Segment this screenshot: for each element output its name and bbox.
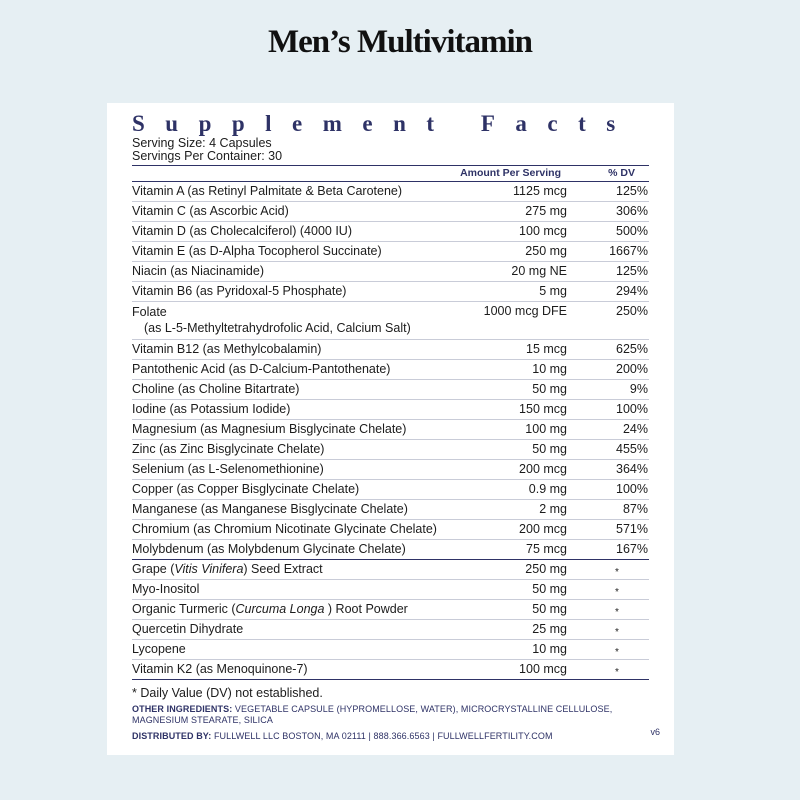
nutrient-amount: 150 mcg (519, 402, 567, 416)
nutrient-name: Magnesium (as Magnesium Bisglycinate Chelate) (132, 422, 407, 436)
ingredient-name-text: Myo-Inositol (132, 582, 200, 596)
ingredient-name (132, 580, 199, 599)
nutrient-amount: 50 mg (532, 442, 567, 456)
nutrient-name: Copper (as Copper Bisglycinate Chelate) (132, 482, 360, 496)
ingredient-name-suffix: ) Root Powder (324, 602, 408, 616)
nutrient-row (132, 242, 649, 262)
panel-content (132, 111, 649, 742)
nutrient-amount: 250 mg (525, 244, 567, 258)
nutrient-amount: 50 mg (532, 382, 567, 396)
nutrient-name: Niacin (as Niacinamide) (132, 264, 264, 278)
nutrient-row (132, 282, 649, 302)
nutrient-amount: 10 mg (532, 362, 567, 376)
nutrient-dv: 455% (616, 442, 648, 456)
dv-not-established-mark: * (615, 567, 619, 578)
nutrient-row (132, 500, 649, 520)
nutrient-name: Chromium (as Chromium Nicotinate Glycinate Chelate) (132, 522, 437, 536)
supplement-facts-panel (107, 103, 674, 755)
nutrient-dv: 306% (616, 204, 648, 218)
nutrient-dv: 625% (616, 342, 648, 356)
nutrient-dv: 1667% (609, 244, 648, 258)
nutrient-name: Vitamin B12 (as Methylcobalamin) (132, 342, 322, 356)
nutrient-row (132, 222, 649, 242)
distributed-by (132, 731, 649, 742)
servings-per-container: Servings Per Container: 30 (132, 149, 283, 163)
nutrient-name: Vitamin B6 (as Pyridoxal-5 Phosphate) (132, 284, 347, 298)
nutrient-amount: 200 mcg (519, 522, 567, 536)
distributed-by-label: DISTRIBUTED BY: (132, 731, 212, 741)
nutrient-amount: 100 mg (525, 422, 567, 436)
nutrient-row (132, 420, 649, 440)
nutrient-row (132, 440, 649, 460)
supplement-facts-heading: Supplement Facts (132, 111, 636, 136)
nutrient-dv: 24% (622, 422, 648, 436)
nutrient-dv: 100% (616, 402, 648, 416)
nutrient-name: Molybdenum (as Molybdenum Glycinate Chelate) (132, 542, 406, 556)
nutrient-name: Choline (as Choline Bitartrate) (132, 382, 300, 396)
other-ingredients-text: VEGETABLE CAPSULE (HYPROMELLOSE, WATER), MICROCRYSTALLINE CELLULOSE, MAGNESIUM STEARATE, SILICA (132, 704, 613, 725)
nutrient-row (132, 480, 649, 500)
nutrient-amount: 1000 mcg DFE (483, 304, 567, 318)
nutrient-row (132, 262, 649, 282)
ingredient-name-suffix: ) Seed Extract (243, 562, 323, 576)
nutrient-dv: 100% (616, 482, 648, 496)
ingredient-name-text: Organic Turmeric ( (132, 602, 236, 616)
nutrient-dv: 87% (622, 502, 648, 516)
ingredient-name (132, 660, 308, 679)
nutrient-name: Selenium (as L-Selenomethionine) (132, 462, 324, 476)
nutrient-name: Zinc (as Zinc Bisglycinate Chelate) (132, 442, 325, 456)
nutrient-dv: 9% (629, 382, 648, 396)
nutrient-amount: 5 mg (539, 284, 567, 298)
nutrient-name: Iodine (as Potassium Iodide) (132, 402, 291, 416)
nutrient-dv: 294% (616, 284, 648, 298)
ingredient-amount: 10 mg (532, 642, 567, 656)
nutrient-name: Vitamin C (as Ascorbic Acid) (132, 204, 289, 218)
nutrient-amount: 1125 mcg (513, 184, 567, 198)
mineral-rows (132, 340, 649, 560)
nutrient-dv: 250% (616, 304, 648, 318)
nutrient-row (132, 540, 649, 560)
dv-not-established-mark: * (615, 647, 619, 658)
nutrient-row (132, 460, 649, 480)
ingredient-row (132, 600, 649, 620)
nutrient-row (132, 202, 649, 222)
ingredient-amount: 250 mg (525, 562, 567, 576)
nutrient-row (132, 340, 649, 360)
version-label: v6 (650, 727, 660, 737)
nutrient-dv: 571% (616, 522, 648, 536)
nutrient-amount: 0.9 mg (528, 482, 567, 496)
nutrient-dv: 364% (616, 462, 648, 476)
nutrient-dv: 200% (616, 362, 648, 376)
amount-column-header: Amount Per Serving (460, 167, 561, 179)
ingredient-name-text: Quercetin Dihydrate (132, 622, 244, 636)
ingredient-latin-name: Vitis Vinifera (174, 562, 244, 576)
daily-value-footnote: * Daily Value (DV) not established. (132, 686, 323, 700)
serving-size: Serving Size: 4 Capsules (132, 136, 272, 150)
ingredient-amount: 50 mg (532, 582, 567, 596)
nutrient-dv: 500% (616, 224, 648, 238)
distributed-by-text: FULLWELL LLC BOSTON, MA 02111 | 888.366.6563 | FULLWELLFERTILITY.COM (213, 731, 553, 741)
nutrient-row (132, 380, 649, 400)
ingredient-name (132, 560, 323, 579)
other-ingredient-rows (132, 560, 649, 680)
ingredient-row (132, 660, 649, 680)
column-header-row (132, 165, 649, 182)
nutrient-dv: 125% (616, 264, 648, 278)
vitamin-rows (132, 182, 649, 302)
nutrient-row (132, 360, 649, 380)
nutrient-amount: 200 mcg (519, 462, 567, 476)
dv-not-established-mark: * (615, 627, 619, 638)
dv-not-established-mark: * (615, 587, 619, 598)
ingredient-row (132, 620, 649, 640)
nutrient-amount: 75 mcg (526, 542, 567, 556)
nutrient-name (132, 304, 411, 336)
folate-source: (as L-5-Methyltetrahydrofolic Acid, Calcium Salt) (144, 321, 411, 335)
dv-column-header: % DV (608, 167, 635, 179)
ingredient-row (132, 640, 649, 660)
nutrient-name: Vitamin A (as Retinyl Palmitate & Beta Carotene) (132, 184, 403, 198)
other-ingredients (132, 704, 642, 726)
nutrient-name: Vitamin E (as D-Alpha Tocopherol Succinate) (132, 244, 382, 258)
ingredient-amount: 100 mcg (519, 662, 567, 676)
nutrient-name: Vitamin D (as Cholecalciferol) (4000 IU) (132, 224, 352, 238)
nutrient-amount: 100 mcg (519, 224, 567, 238)
dv-not-established-mark: * (615, 607, 619, 618)
ingredient-row (132, 580, 649, 600)
ingredient-latin-name: Curcuma Longa (235, 602, 325, 616)
ingredient-name (132, 620, 243, 639)
ingredient-name (132, 600, 408, 619)
ingredient-row (132, 560, 649, 580)
nutrient-amount: 20 mg NE (511, 264, 567, 278)
other-ingredients-label: OTHER INGREDIENTS: (132, 704, 233, 714)
folate-name: Folate (132, 305, 167, 319)
nutrient-row (132, 520, 649, 540)
nutrient-row (132, 182, 649, 202)
folate-row (132, 302, 649, 340)
nutrient-amount: 15 mcg (526, 342, 567, 356)
nutrient-dv: 167% (616, 542, 648, 556)
page-title: Men’s Multivitamin (268, 24, 532, 60)
ingredient-name-text: Vitamin K2 (as Menoquinone-7) (132, 662, 308, 676)
nutrient-amount: 275 mg (525, 204, 567, 218)
ingredient-name-text: Lycopene (132, 642, 186, 656)
dv-not-established-mark: * (615, 667, 619, 678)
nutrient-amount: 2 mg (539, 502, 567, 516)
nutrient-dv: 125% (616, 184, 648, 198)
nutrient-row (132, 400, 649, 420)
nutrient-name: Manganese (as Manganese Bisglycinate Chelate) (132, 502, 408, 516)
ingredient-name (132, 640, 186, 659)
ingredient-name-text: Grape ( (132, 562, 175, 576)
ingredient-amount: 50 mg (532, 602, 567, 616)
ingredient-amount: 25 mg (532, 622, 567, 636)
nutrient-name: Pantothenic Acid (as D-Calcium-Pantothenate) (132, 362, 391, 376)
